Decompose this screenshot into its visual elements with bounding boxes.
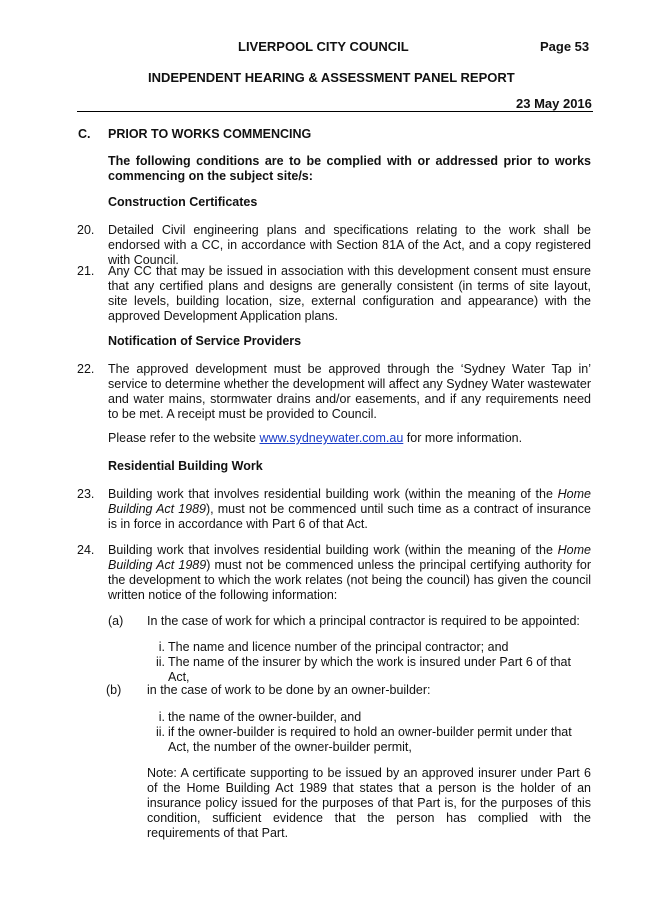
header-divider: [77, 111, 593, 112]
list-number: ii.: [155, 725, 165, 739]
condition-text-part: Building work that involves residential building work (within the meaning of the: [108, 543, 558, 557]
condition-text: [108, 487, 591, 532]
list-number: ii.: [155, 655, 165, 669]
act-name: Home Building Act 1989: [108, 543, 591, 572]
insurance-note: Note: A certificate supporting to be issued by an approved insurer under Part 6 of the Home Building Act 1989 that states that a person is the holder of an insurance policy issued for the purposes of that Part is, for the purposes of this condition, sufficient evidence that the person has complied with the requirements of that Part.: [147, 766, 591, 840]
list-item: The name of the insurer by which the work is insured under Part 6 of that Act,: [168, 655, 571, 684]
section-intro: The following conditions are to be complied with or addressed prior to works commencing on the subject site/s:: [108, 154, 591, 183]
condition-text-part: ), must not be commenced until such time as a contract of insurance is in force in accordance with Part 6 of that Act.: [108, 502, 591, 531]
heading-residential-building-work: Residential Building Work: [108, 459, 263, 473]
condition-number: 20.: [77, 223, 95, 237]
condition-text-part: Building work that involves residential building work (within the meaning of the: [108, 487, 558, 501]
condition-text: Any CC that may be issued in association with this development consent must ensure that any certified plans and designs are generally consistent (in terms of site layout, site levels, building location, size, external configuration and appearance) with the approved Development Application plans.: [108, 264, 591, 323]
heading-notification-service-providers: Notification of Service Providers: [108, 334, 302, 348]
council-name: LIVERPOOL CITY COUNCIL: [238, 39, 409, 54]
report-date: 23 May 2016: [516, 96, 592, 111]
list-item: if the owner-builder is required to hold an owner-builder permit under that Act, the number of the owner-builder permit,: [168, 725, 572, 754]
section-letter: C.: [78, 127, 91, 141]
condition-number: 24.: [77, 543, 95, 557]
website-reference-suffix: for more information.: [403, 431, 523, 445]
condition-text-part: ) must not be commenced unless the principal certifying authority for the development to which the work relates (not being the council) has given the council written notice of the following information:: [108, 558, 591, 602]
website-reference: [108, 431, 591, 446]
report-title: INDEPENDENT HEARING & ASSESSMENT PANEL REPORT: [148, 70, 515, 85]
act-name: Home Building Act 1989: [108, 487, 591, 516]
condition-text: Detailed Civil engineering plans and specifications relating to the work shall be endorsed with a CC, in accordance with Section 81A of the Act, and a copy registered with Council.: [108, 223, 591, 267]
list-item: The name and licence number of the principal contractor; and: [168, 640, 509, 654]
list-number: i.: [158, 710, 165, 724]
sydney-water-link[interactable]: www.sydneywater.com.au: [259, 431, 404, 445]
list-number: i.: [158, 640, 165, 654]
heading-construction-certificates: Construction Certificates: [108, 195, 258, 209]
condition-text: The approved development must be approved through the ‘Sydney Water Tap in’ service to determine whether the development will affect any Sydney Water wastewater and water mains, stormwater drains and/or easements, and if any requirements need to be met. A receipt must be provided to Council.: [108, 362, 591, 421]
condition-number: 22.: [77, 362, 95, 376]
list-item: the name of the owner-builder, and: [168, 710, 362, 724]
condition-number: 21.: [77, 264, 95, 278]
website-reference-prefix: Please refer to the website: [108, 431, 260, 445]
subclause-text: in the case of work to be done by an owner-builder:: [147, 683, 431, 697]
condition-text: [108, 543, 591, 603]
subclause-label: (b): [106, 683, 122, 697]
subclause-label: (a): [108, 614, 124, 628]
section-title: PRIOR TO WORKS COMMENCING: [108, 127, 312, 141]
page-number: Page 53: [540, 39, 590, 54]
condition-number: 23.: [77, 487, 95, 501]
subclause-text: In the case of work for which a principal contractor is required to be appointed:: [147, 614, 580, 628]
